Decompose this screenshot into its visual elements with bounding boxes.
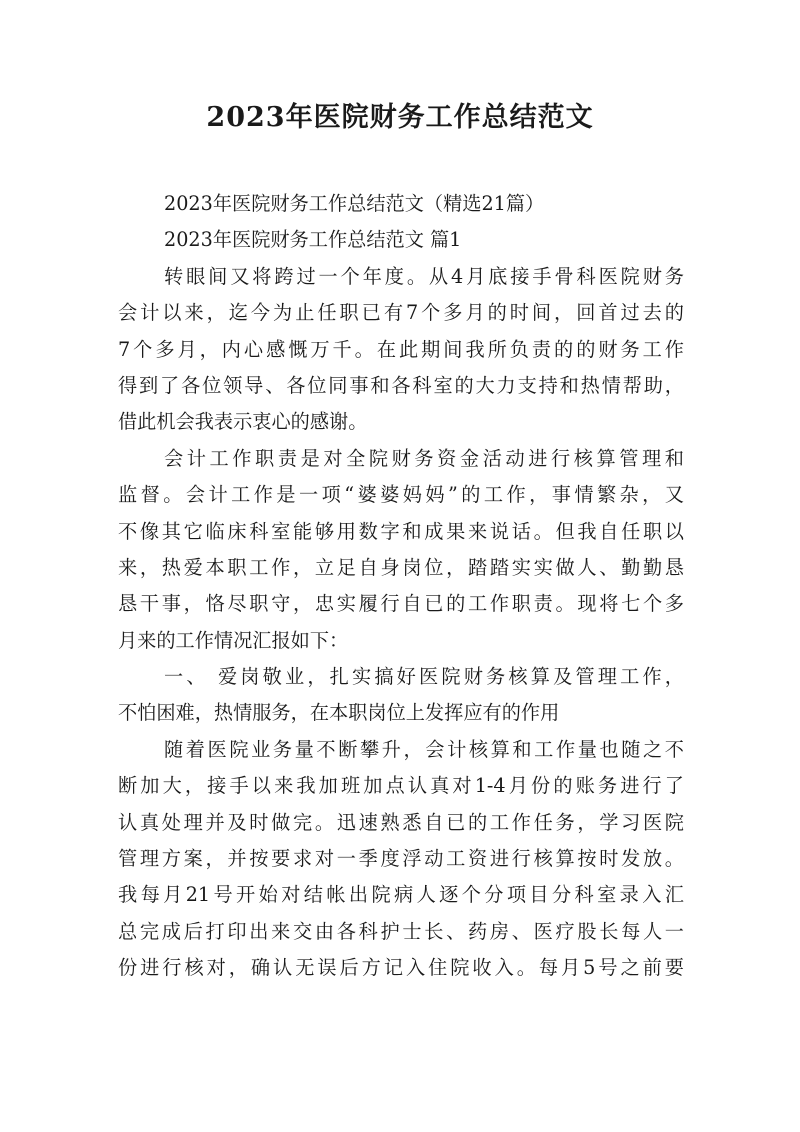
body-text-line: 会计以来，迄今为止任职已有7个多月的时间，回首过去的 [118,301,684,325]
body-text-line: 转眼间又将跨过一个年度。从4月底接手骨科医院财务 [164,264,684,288]
body-text-line: 随着医院业务量不断攀升，会计核算和工作量也随之不 [164,737,684,761]
body-text-line: 恳干事，恪尽职守，忠实履行自已的工作职责。现将七个多 [118,592,684,616]
body-text-line: 份进行核对，确认无误后方记入住院收入。每月5号之前要 [118,956,684,980]
body-text-line: 得到了各位领导、各位同事和各科室的大力支持和热情帮助， [118,373,684,397]
body-text-line: 管理方案，并按要求对一季度浮动工资进行核算按时发放。 [118,847,684,871]
body-text-line: 不像其它临床科室能够用数字和成果来说话。但我自任职以 [118,519,684,543]
body-text-line: 2023年医院财务工作总结范文（精选21篇） [164,192,545,215]
document-body [118,186,684,987]
document-title: 2023年医院财务工作总结范文 [206,102,594,133]
body-text-line: 认真处理并及时做完。迅速熟悉自已的工作任务，学习医院 [118,810,684,834]
body-text-line: 不怕困难，热情服务，在本职岗位上发挥应有的作用 [118,701,560,725]
body-text-line: 一、 爱岗敬业，扎实搞好医院财务核算及管理工作， [164,665,684,689]
body-text-line: 2023年医院财务工作总结范文 篇1 [164,228,462,252]
body-text-line: 借此机会我表示衷心的感谢。 [118,410,368,434]
body-text-line: 会计工作职责是对全院财务资金活动进行核算管理和 [164,446,684,470]
body-text-line: 我每月21号开始对结帐出院病人逐个分项目分科室录入汇 [118,883,684,907]
body-text-line: 7个多月，内心感慨万千。在此期间我所负责的的财务工作 [118,337,684,361]
body-text-line: 总完成后打印出来交由各科护士长、药房、医疗股长每人一 [118,919,684,943]
body-text-line: 断加大，接手以来我加班加点认真对1-4月份的账务进行了 [118,774,684,798]
body-text-line: 月来的工作情况汇报如下： [118,628,349,652]
body-text-line: 来，热爱本职工作，立足自身岗位，踏踏实实做人、勤勤恳 [118,555,684,579]
body-text-line: 监督。会计工作是一项“婆婆妈妈”的工作，事情繁杂，又 [118,483,684,507]
